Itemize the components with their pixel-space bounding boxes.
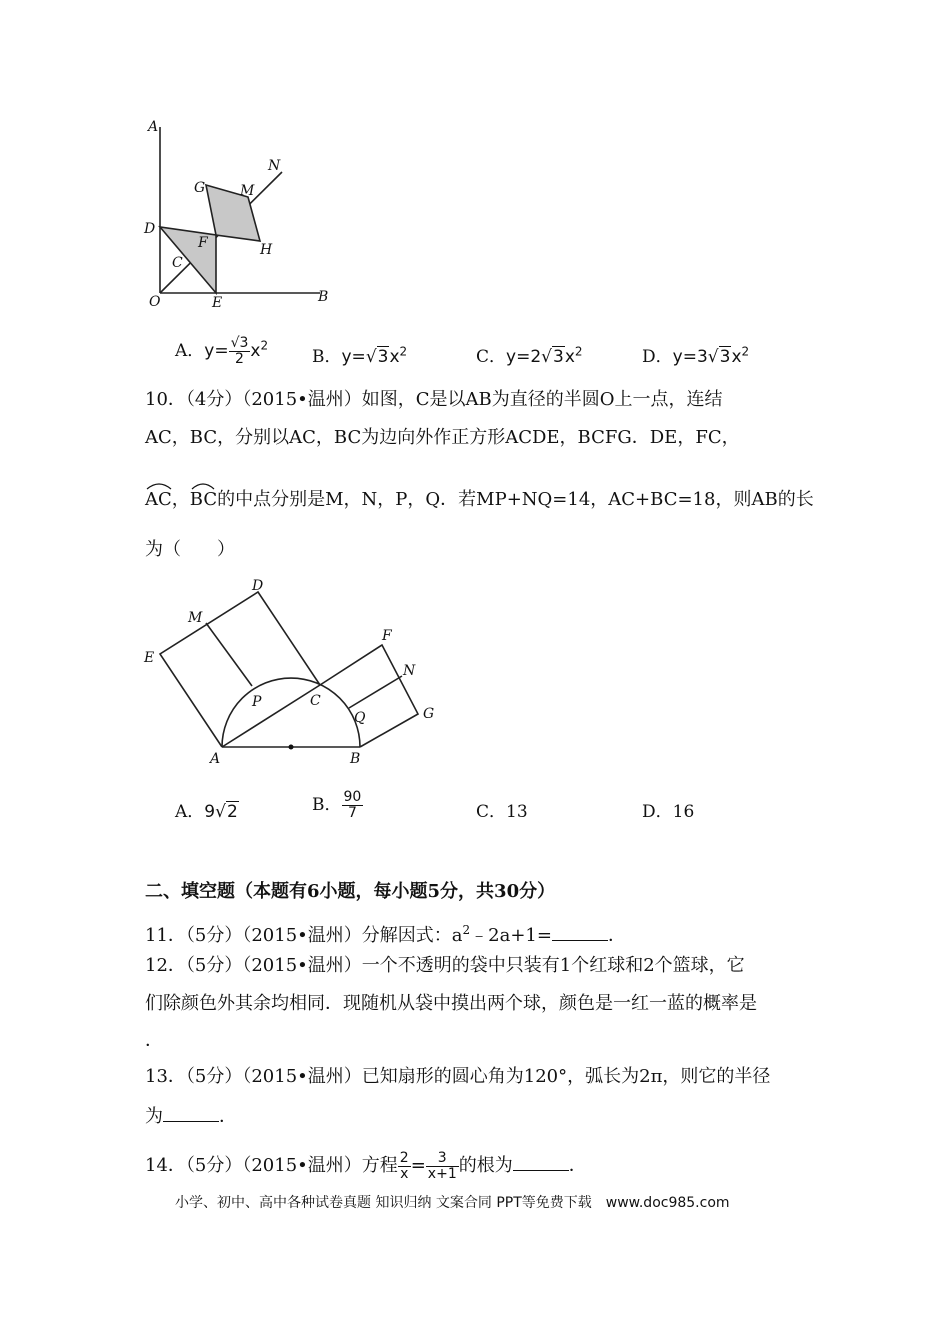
option-letter: D． (642, 347, 673, 367)
q10-label-A: A (210, 751, 221, 767)
q9-option-d (642, 342, 749, 367)
q10-label-Q: Q (354, 710, 366, 726)
fraction-denominator: 2 (235, 351, 244, 367)
q12-line-1: 12．（5分）（2015•温州）一个不透明的袋中只装有1个红球和2个篮球，它 (145, 955, 745, 976)
q9-option-a (175, 336, 268, 367)
option-letter: C． (476, 802, 507, 822)
fraction-denominator: x (400, 1165, 409, 1182)
sqrt-icon: √ (365, 347, 377, 367)
option-text: 13 (506, 802, 528, 822)
q9-label-D: D (144, 221, 156, 237)
q12-line-2: 们除颜色外其余均相同．现随机从袋中摸出两个球，颜色是一红一蓝的概率是 (145, 993, 757, 1014)
option-variable: x (250, 341, 261, 361)
q9-label-A: A (148, 119, 159, 135)
q10-label-E: E (144, 650, 155, 666)
q10-label-B: B (350, 751, 361, 767)
q14-fraction-1 (398, 1151, 411, 1182)
sqrt-icon: √ (707, 347, 719, 367)
option-radicand: 3 (552, 347, 564, 367)
q12-line-3: ． (145, 1030, 163, 1051)
q9-label-B: B (318, 289, 329, 305)
q9-label-N: N (268, 158, 281, 174)
q13-text: 为 (145, 1106, 163, 1127)
q9-label-M: M (240, 183, 255, 199)
option-text: y=2 (506, 347, 542, 367)
q10-label-G: G (423, 706, 435, 722)
sqrt-icon: √ (541, 347, 552, 367)
q13-end: ． (219, 1106, 237, 1127)
page-footer: 小学、初中、高中各种试卷真题 知识归纳 文案合同 PPT等免费下载 www.doc985.com (175, 1195, 730, 1211)
q10-label-F: F (382, 628, 392, 644)
fraction-denominator: x+1 (427, 1165, 457, 1182)
q9-label-E: E (212, 295, 223, 311)
q14-equals: = (410, 1155, 426, 1176)
q11 (145, 918, 626, 948)
q9-label-F: F (198, 235, 208, 251)
fraction-numerator: 3 (426, 1151, 459, 1167)
arc-label: AC (145, 489, 172, 510)
option-letter: A． (175, 802, 205, 822)
option-radicand: 2 (226, 802, 238, 822)
option-radicand: 3 (377, 347, 389, 367)
q11-exponent: 2 (462, 923, 471, 937)
q9-label-C: C (172, 255, 183, 271)
option-exponent: 2 (399, 344, 408, 359)
q11-end: ． (607, 925, 626, 946)
option-exponent: 2 (741, 344, 750, 359)
option-letter: B． (312, 795, 342, 815)
q10-option-c (476, 797, 528, 822)
arc-label: BC (189, 489, 218, 510)
q10-figure (140, 572, 450, 772)
q9-option-c (476, 342, 583, 367)
option-text: y= (341, 347, 366, 367)
q10-line-1: 10．（4分）（2015•温州）如图，C是以AB为直径的半圆O上一点，连结 (145, 389, 723, 410)
option-letter: B． (312, 347, 342, 367)
q9-label-O: O (149, 294, 161, 310)
q13-line-1: 13．（5分）（2015•温州）已知扇形的圆心角为120°，弧长为2π，则它的半径 (145, 1066, 771, 1087)
q14-end: ． (568, 1155, 587, 1176)
arc-ac (145, 488, 172, 512)
q10-line-3-text: 的中点分别是M，N，P，Q．若MP+NQ=14，AC+BC=18，则AB的长 (217, 489, 814, 510)
q9-figure (140, 115, 340, 315)
option-text: 16 (672, 802, 695, 822)
q9-option-b (312, 342, 407, 367)
option-fraction (342, 790, 364, 821)
option-radicand: 3 (719, 347, 731, 367)
q11-text-rest: ﹣2a+1= (470, 925, 552, 946)
option-letter: D． (642, 802, 673, 822)
fraction-denominator: 7 (347, 805, 357, 821)
q10-line-4: 为（ ） (145, 539, 235, 560)
q11-text: 11．（5分）（2015•温州）分解因式：a (145, 925, 463, 946)
q10-label-M: M (188, 610, 203, 626)
section-2-title: 二、填空题（本题有6小题，每小题5分，共30分） (145, 881, 556, 902)
arc-icon (145, 480, 173, 490)
option-variable: x (389, 347, 400, 367)
q10-label-C: C (310, 693, 321, 709)
answer-blank (163, 1103, 219, 1122)
fraction-numerator: √3 (230, 335, 249, 351)
q10-option-a (175, 797, 239, 822)
option-letter: A． (175, 341, 205, 361)
q9-label-G: G (194, 180, 206, 196)
fraction-numerator: 2 (399, 1149, 409, 1166)
q10-label-N: N (403, 663, 416, 679)
q14-text: 14．（5分）（2015•温州）方程 (145, 1155, 398, 1176)
q10-label-P: P (252, 694, 262, 710)
q10-label-D: D (252, 578, 264, 594)
q10-line-2: AC，BC，分别以AC，BC为边向外作正方形ACDE，BCFG．DE，FC， (145, 427, 740, 448)
q10-option-b (312, 790, 363, 821)
q14-fraction-2 (426, 1151, 459, 1182)
option-variable: x (731, 347, 742, 367)
q14 (145, 1148, 587, 1184)
option-text: y=3 (672, 347, 708, 367)
sqrt-icon: √ (215, 802, 226, 822)
q14-text-rest: 的根为 (458, 1155, 513, 1176)
option-exponent: 2 (260, 338, 269, 353)
q10-option-d (642, 797, 694, 822)
fraction-numerator: 90 (343, 789, 362, 805)
option-exponent: 2 (574, 344, 583, 359)
option-coefficient: 9 (204, 802, 216, 822)
answer-blank (513, 1152, 569, 1171)
arc-bc (190, 488, 217, 512)
option-fraction (229, 336, 251, 367)
q9-label-H: H (260, 242, 273, 258)
answer-blank (552, 922, 608, 941)
option-variable: x (564, 347, 575, 367)
option-letter: C． (476, 347, 507, 367)
separator: ， (171, 489, 190, 510)
q10-line-3 (145, 488, 814, 512)
arc-icon (190, 480, 216, 490)
q13-line-2 (145, 1103, 237, 1129)
option-text: y= (204, 341, 229, 361)
